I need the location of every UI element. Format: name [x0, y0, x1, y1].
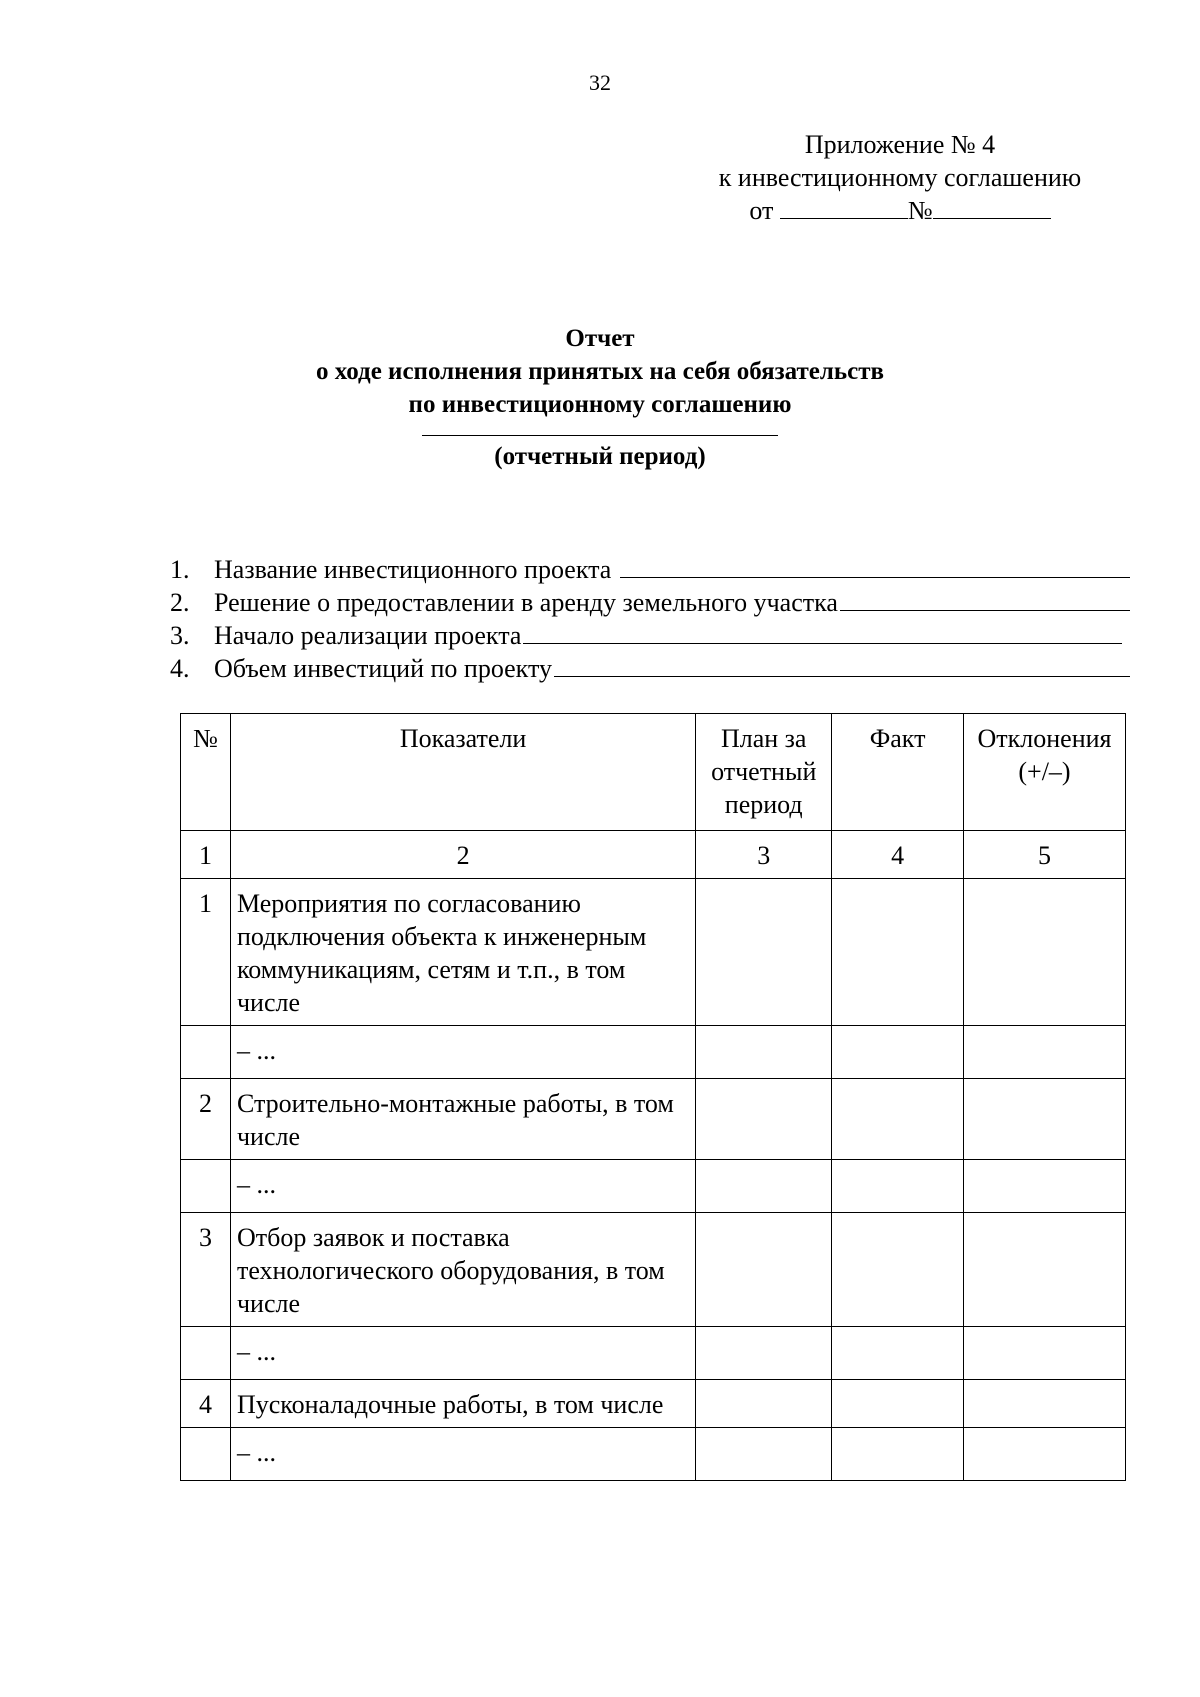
- table-row: [181, 1327, 1126, 1380]
- deviation-cell[interactable]: [964, 1213, 1126, 1327]
- number-blank: [933, 194, 1051, 219]
- fill-line: [620, 555, 1130, 578]
- report-subtitle-1: о ходе исполнения принятых на себя обязательств: [315, 358, 885, 385]
- column-number: 3: [696, 831, 832, 879]
- fill-line: [554, 654, 1130, 677]
- report-table: [180, 713, 1126, 1481]
- header-number: №: [181, 714, 231, 831]
- fact-cell[interactable]: [832, 1160, 964, 1213]
- row-label: – ...: [230, 1026, 695, 1079]
- fact-cell[interactable]: [832, 1079, 964, 1160]
- deviation-cell[interactable]: [964, 1026, 1126, 1079]
- row-label: Строительно-монтажные работы, в том числе: [230, 1079, 695, 1160]
- header-plan: План за отчетный период: [696, 714, 832, 831]
- list-item-number: 3.: [170, 621, 190, 650]
- plan-cell[interactable]: [696, 1079, 832, 1160]
- row-label: Пусконаладочные работы, в том числе: [230, 1380, 695, 1428]
- row-number: 4: [181, 1380, 231, 1428]
- fill-line: [523, 621, 1122, 644]
- list-item-number: 1.: [170, 555, 190, 584]
- list-item-label: Название инвестиционного проекта: [214, 555, 618, 584]
- deviation-cell[interactable]: [964, 1428, 1126, 1481]
- row-label: – ...: [230, 1428, 695, 1481]
- table-row: [181, 1428, 1126, 1481]
- row-label: – ...: [230, 1327, 695, 1380]
- date-blank: [780, 194, 908, 219]
- appendix-reference: к инвестиционному соглашению: [718, 163, 1082, 192]
- row-label: Отбор заявок и поставка технологического оборудования, в том числе: [230, 1213, 695, 1327]
- project-fields-list: [170, 553, 1130, 685]
- table-row: [181, 1213, 1126, 1327]
- list-item-label: Объем инвестиций по проекту: [214, 654, 552, 683]
- deviation-cell[interactable]: [964, 1380, 1126, 1428]
- fact-cell[interactable]: [832, 1213, 964, 1327]
- page-number: 32: [589, 70, 611, 95]
- appendix-title: Приложение № 4: [804, 130, 996, 159]
- deviation-cell[interactable]: [964, 1327, 1126, 1380]
- appendix-date-number: [660, 194, 1140, 227]
- table-row: [181, 1380, 1126, 1428]
- appendix-number-sign: №: [907, 196, 933, 225]
- list-item-label: Решение о предоставлении в аренду земельного участка: [214, 588, 838, 617]
- period-caption: (отчетный период): [494, 443, 706, 470]
- fact-cell[interactable]: [832, 879, 964, 1026]
- list-item: [170, 619, 1130, 652]
- column-number: 1: [181, 831, 231, 879]
- column-number: 4: [832, 831, 964, 879]
- report-subtitle-2: по инвестиционному соглашению: [408, 391, 792, 418]
- report-title: Отчет: [565, 325, 635, 352]
- period-blank-line: [422, 435, 778, 436]
- table-header-row: [181, 714, 1126, 831]
- appendix-from-label: от: [749, 196, 774, 225]
- list-item: [170, 586, 1130, 619]
- fact-cell[interactable]: [832, 1026, 964, 1079]
- plan-cell[interactable]: [696, 879, 832, 1026]
- appendix-header: [660, 128, 1140, 227]
- deviation-cell[interactable]: [964, 1160, 1126, 1213]
- table-row: [181, 1160, 1126, 1213]
- fact-cell[interactable]: [832, 1327, 964, 1380]
- list-item-number: 4.: [170, 654, 190, 683]
- list-item: [170, 652, 1130, 685]
- fact-cell[interactable]: [832, 1380, 964, 1428]
- list-item-number: 2.: [170, 588, 190, 617]
- header-indicators: Показатели: [230, 714, 695, 831]
- plan-cell[interactable]: [696, 1213, 832, 1327]
- row-number: [181, 1327, 231, 1380]
- column-number-row: [181, 831, 1126, 879]
- table-row: [181, 1026, 1126, 1079]
- fact-cell[interactable]: [832, 1428, 964, 1481]
- deviation-cell[interactable]: [964, 1079, 1126, 1160]
- fill-line: [840, 588, 1130, 611]
- list-item: [170, 553, 1130, 586]
- column-number: 2: [230, 831, 695, 879]
- header-deviation: Отклонения (+/–): [964, 714, 1126, 831]
- row-label: – ...: [230, 1160, 695, 1213]
- header-fact: Факт: [832, 714, 964, 831]
- row-label: Мероприятия по согласованию подключения объекта к инженерным коммуникациям, сетям и т.п., в том числе: [230, 879, 695, 1026]
- table-row: [181, 1079, 1126, 1160]
- row-number: [181, 1428, 231, 1481]
- plan-cell[interactable]: [696, 1026, 832, 1079]
- plan-cell[interactable]: [696, 1380, 832, 1428]
- row-number: 2: [181, 1079, 231, 1160]
- plan-cell[interactable]: [696, 1428, 832, 1481]
- column-number: 5: [964, 831, 1126, 879]
- table-row: [181, 879, 1126, 1026]
- deviation-cell[interactable]: [964, 879, 1126, 1026]
- row-number: [181, 1026, 231, 1079]
- plan-cell[interactable]: [696, 1160, 832, 1213]
- plan-cell[interactable]: [696, 1327, 832, 1380]
- row-number: 3: [181, 1213, 231, 1327]
- list-item-label: Начало реализации проекта: [214, 621, 522, 650]
- report-title-block: [0, 322, 1200, 473]
- row-number: [181, 1160, 231, 1213]
- row-number: 1: [181, 879, 231, 1026]
